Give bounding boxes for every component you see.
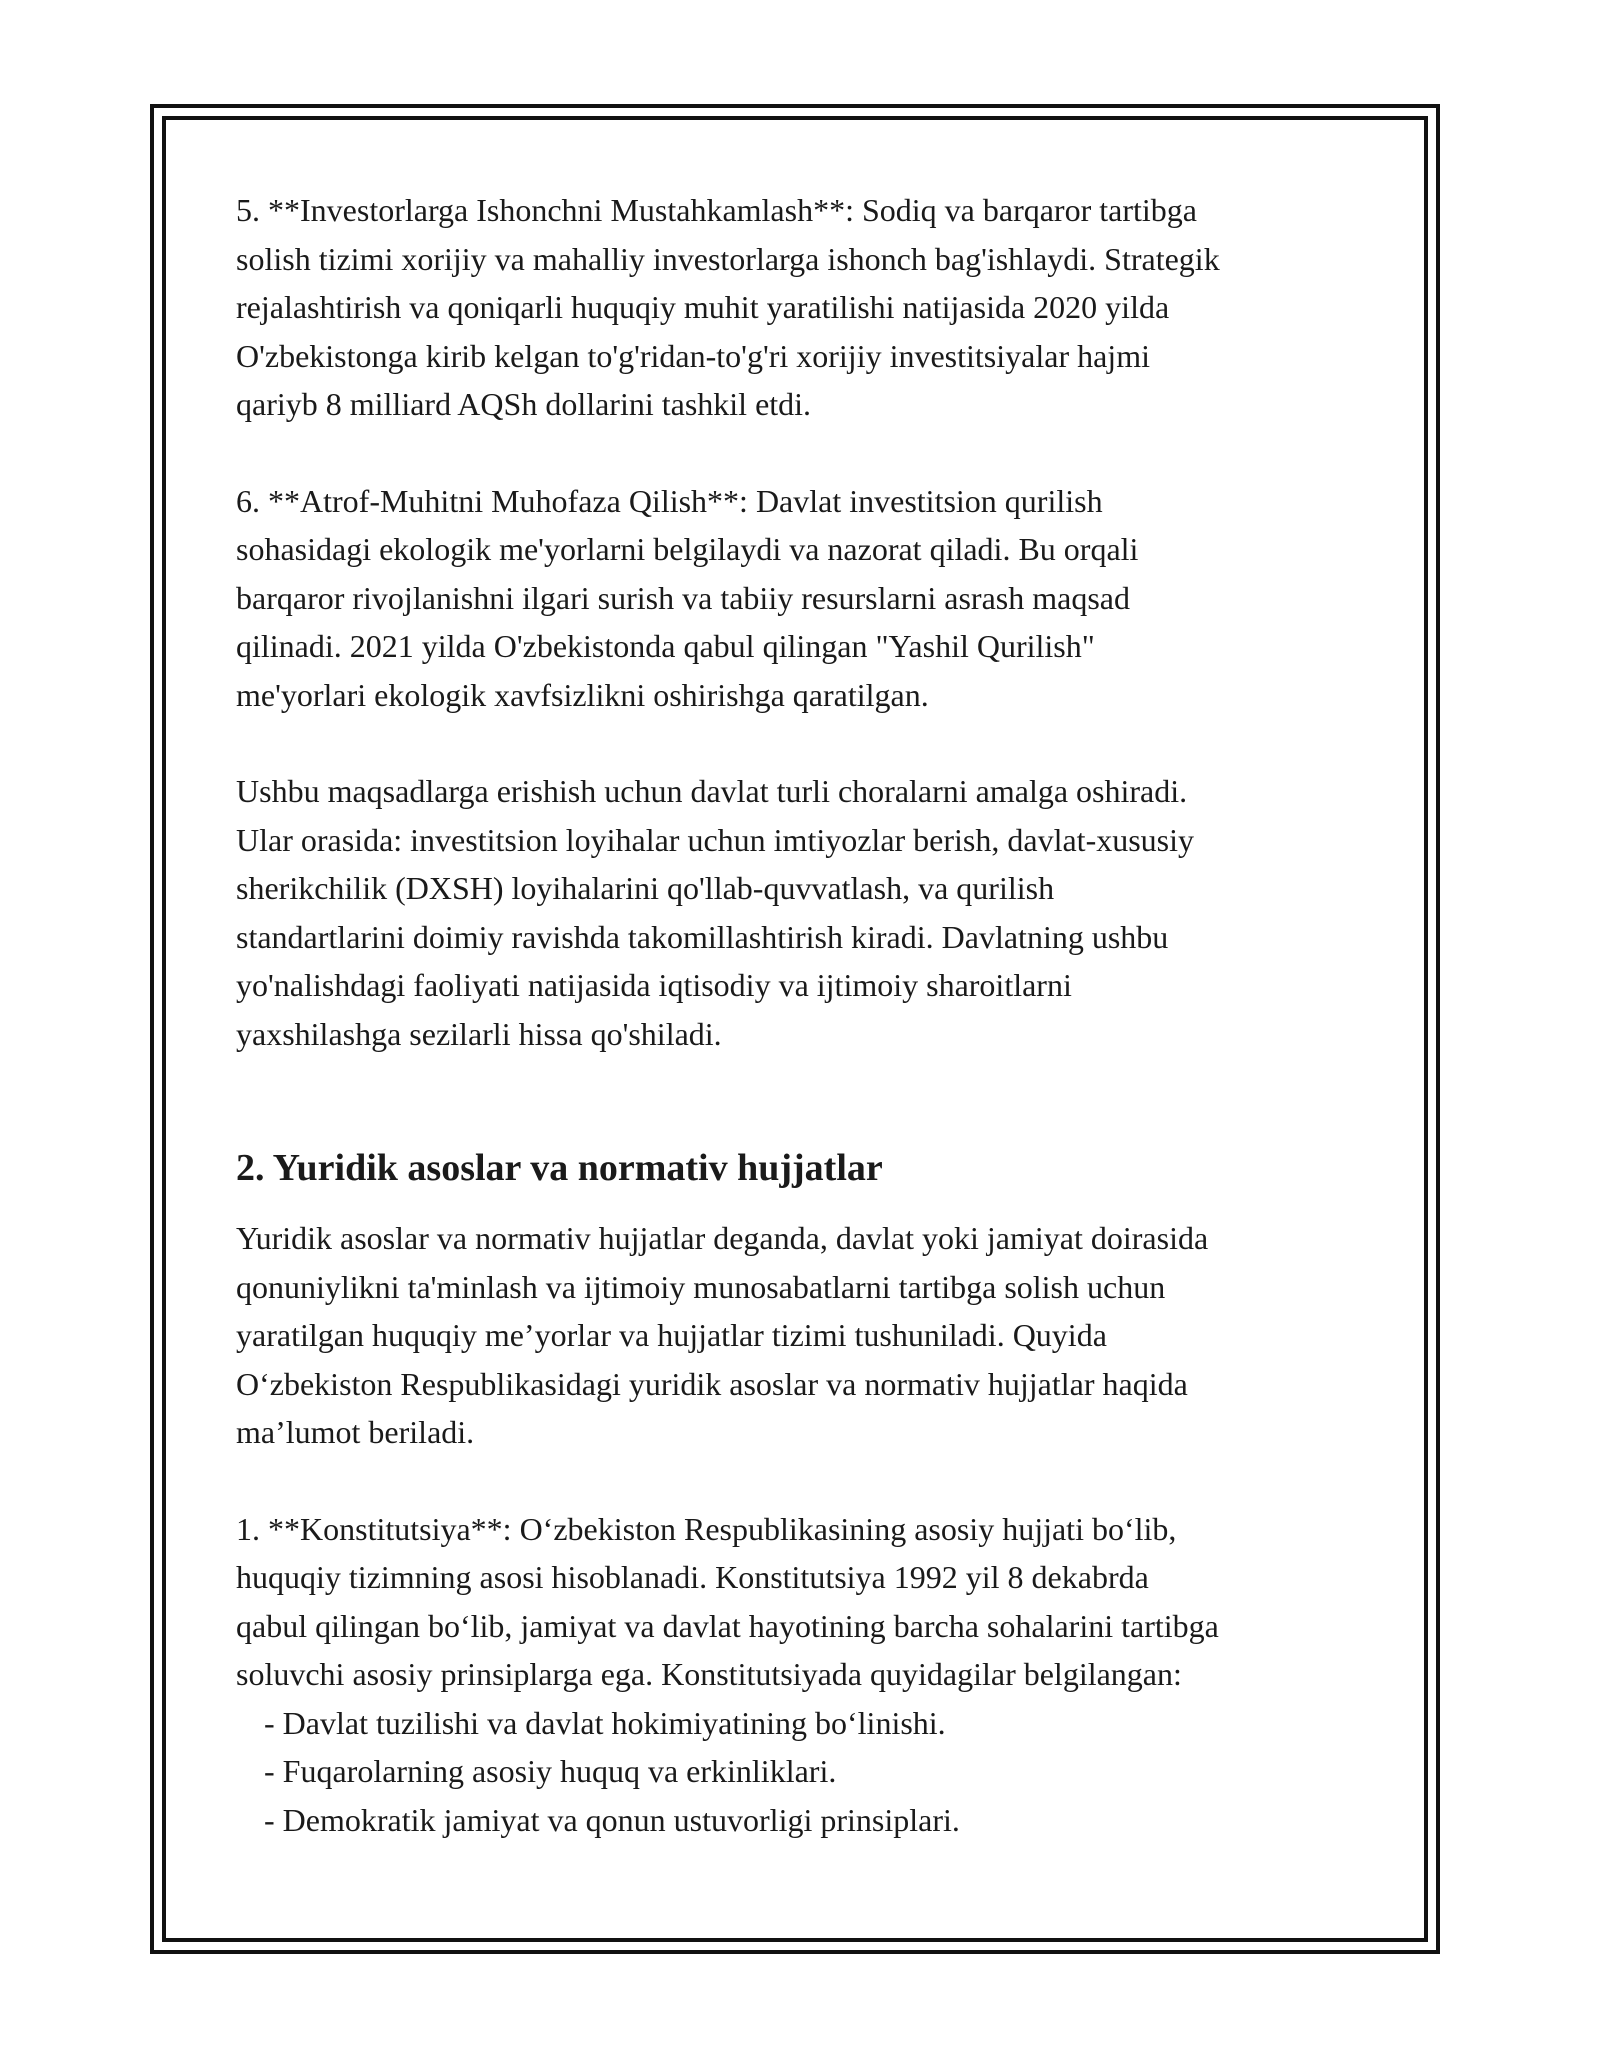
paragraph-environment-protection: 6. **Atrof-Muhitni Muhofaza Qilish**: Davlat investitsion qurilish sohasidagi ekologik me'yorlarni belgilaydi va nazorat qiladi. Bu orqali barqaror rivojlanishni ilgari surish va tabiiy resurslarni asrash maqsad qilinadi. 2021 yilda O'zbekistonda qabul qilingan "Yashil Qurilish" me'yorlari ekologik xavfsizlikni oshirishga qaratilgan. bbox=[236, 482, 1139, 713]
paragraph-state-measures: Ushbu maqsadlarga erishish uchun davlat turli choralarni amalga oshiradi. Ular orasida: investitsion loyihalar uchun imtiyozlar berish, davlat-xususiy sherikchilik (DXSH) loyihalarini qo'llab-quvvatlash, va qurilish standartlarini doimiy ravishda takomillashtirish kiradi. Davlatning ushbu yo'nalishdagi faoliyati natijasida iqtisodiy va ijtimoiy sharoitlarni yaxshilashga sezilarli hissa qo'shiladi. bbox=[236, 773, 1195, 1052]
paragraph-spacer bbox=[236, 1457, 1366, 1505]
paragraph-section-intro: Yuridik asoslar va normativ hujjatlar deganda, davlat yoki jamiyat doirasida qonuniylikni ta'minlash va ijtimoiy munosabatlarni tartibga solish uchun yaratilgan huquqiy me’yorlar va hujjatlar tizimi tushuniladi. Quyida O‘zbekiston Respublikasidagi yuridik asoslar va normativ hujjatlar haqida ma’lumot beriladi. bbox=[236, 1220, 1209, 1450]
paragraph-constitution: 1. **Konstitutsiya**: O‘zbekiston Respublikasining asosiy hujjati bo‘lib, huquqiy tizimning asosi hisoblanadi. Konstitutsiya 1992 yil 8 dekabrda qabul qilingan bo‘lib, jamiyat va davlat hayotining barcha sohalarini tartibga soluvchi asosiy prinsiplarga ega. Konstitutsiyada quyidagilar belgilangan: bbox=[236, 1510, 1219, 1692]
paragraph-spacer bbox=[236, 429, 1366, 477]
paragraph-investor-confidence: 5. **Investorlarga Ishonchni Mustahkamlash**: Sodiq va barqaror tartibga solish tizimi xorijiy va mahalliy investorlarga ishonch bag'ishlaydi. Strategik rejalashtirish va qoniqarli huquqiy muhit yaratilishi natijasida 2020 yilda O'zbekistonga kirib kelgan to'g'ridan-to'g'ri xorijiy investitsiyalar hajmi qariyb 8 milliard AQSh dollarini tashkil etdi. bbox=[236, 192, 1220, 422]
constitution-bullet-list bbox=[236, 1699, 1366, 1845]
paragraph-spacer bbox=[236, 719, 1366, 767]
document-body bbox=[236, 186, 1366, 1844]
list-item: - Fuqarolarning asosiy huquq va erkinliklari. bbox=[264, 1753, 837, 1789]
section-heading: 2. Yuridik asoslar va normativ hujjatlar bbox=[236, 1147, 883, 1189]
section-spacer bbox=[236, 1058, 1366, 1144]
list-item: - Davlat tuzilishi va davlat hokimiyatining bo‘linishi. bbox=[264, 1704, 946, 1741]
list-item: - Demokratik jamiyat va qonun ustuvorligi prinsiplari. bbox=[264, 1801, 960, 1838]
